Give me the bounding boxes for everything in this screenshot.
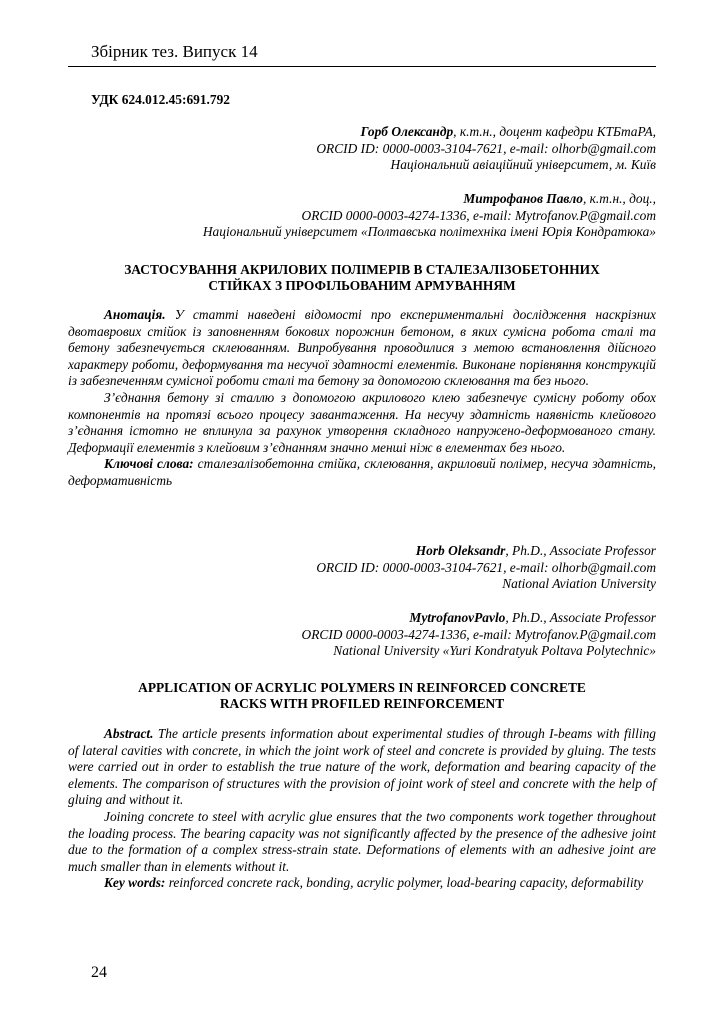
keywords-ua-label: Ключові слова: <box>104 456 194 472</box>
udk-code: УДК 624.012.45:691.792 <box>91 92 230 107</box>
abstract-en-p1-text: The article presents information about experimental studies of through I-beams with filling of lateral cavities with concrete, in which the joint work of steel and concrete is provided by gluing. The tests were carried out in order to establish the true nature of the work, deformation and bearing capacity of the elements. The comparison of structures with the provision of joint work of steel and concrete with the help of gluing and without it. <box>68 726 656 808</box>
abstract-en-p2: Joining concrete to steel with acrylic glue ensures that the two components work together throughout the loading process. The bearing capacity was not significantly affected by the presence of the adhesive joint due to the formation of a complex stress-strain state. Deformations of elements with an adhesive joint are much smaller than in elements without it. <box>68 808 656 874</box>
author-en-2-name: MytrofanovPavlo <box>409 610 506 625</box>
abstract-ua-p1-text: У статті наведені відомості про експериментальні дослідження наскрізних двотаврових стійок із заповненням бокових порожнин бетоном, в яких сумісна робота сталі та бетону забезпечується склеюванням. Випробування проводилися з метою встановлення дійсного характеру роботи, деформування та несучої здатності елементів. Виконане порівняння конструкцій із забезпеченням сумісної роботи сталі та бетону за допомогою склеювання та без нього. <box>68 307 656 389</box>
title-en-line2: RACKS WITH PROFILED REINFORCEMENT <box>219 696 505 711</box>
author-en-2-line1 <box>68 610 656 627</box>
keywords-ua <box>68 456 656 489</box>
title-ua-line1: ЗАСТОСУВАННЯ АКРИЛОВИХ ПОЛІМЕРІВ В СТАЛЕЗАЛІЗОБЕТОННИХ <box>124 262 600 277</box>
author-en-1-title: , Ph.D., Associate Professor <box>505 543 656 558</box>
abstract-en <box>68 726 656 892</box>
keywords-en-text: reinforced concrete rack, bonding, acrylic polymer, load-bearing capacity, deformability <box>165 875 644 891</box>
abstract-ua-p1 <box>68 307 656 390</box>
abstract-ua <box>68 307 656 490</box>
author-ua-1-line1 <box>68 124 656 141</box>
abstract-ua-p2: З’єднання бетону зі сталлю з допомогою акрилового клею забезпечує сумісну роботу обох компонентів на протязі всього процесу завантаження. На несучу здатність наявність клейового з’єднання істотно не вплинула за рахунок утворення складного напружено-деформованого стану. Деформації елементів з клейовим з’єднанням значно менші ніж в елементах без нього. <box>68 389 656 455</box>
author-ua-2-name: Митрофанов Павло <box>463 191 583 206</box>
author-ua-1 <box>68 124 656 174</box>
author-ua-1-orcid: ORCID ID: 0000-0003-3104-7621, e-mail: olhorb@gmail.com <box>316 140 656 156</box>
keywords-en-label: Key words: <box>104 875 166 891</box>
author-en-2-title: , Ph.D., Associate Professor <box>505 610 656 625</box>
author-en-1-name: Horb Oleksandr <box>415 543 506 558</box>
title-ua-line2: СТІЙКАХ З ПРОФІЛЬОВАНИМ АРМУВАННЯМ <box>208 278 516 293</box>
author-en-1-affiliation: National Aviation University <box>502 576 656 592</box>
title-ua <box>68 262 656 294</box>
author-ua-2-orcid: ORCID 0000-0003-4274-1336, e-mail: Mytrofanov.P@gmail.com <box>301 207 656 223</box>
author-en-2 <box>68 610 656 660</box>
author-en-1-line1 <box>68 543 656 560</box>
author-en-1-orcid: ORCID ID: 0000-0003-3104-7621, e-mail: olhorb@gmail.com <box>316 559 656 575</box>
header-rule <box>68 66 656 67</box>
running-header: Збірник тез. Випуск 14 <box>91 42 258 61</box>
author-ua-1-title: , к.т.н., доцент кафедри КТБтаРА, <box>453 124 656 139</box>
abstract-en-label: Abstract. <box>104 726 154 741</box>
author-ua-2-affiliation: Національний університет «Полтавська політехніка імені Юрія Кондратюка» <box>202 224 656 240</box>
keywords-en <box>68 875 656 892</box>
author-en-1 <box>68 543 656 593</box>
author-ua-1-name: Горб Олександр <box>360 124 454 139</box>
keywords-ua-text: сталезалізобетонна стійка, склеювання, акриловий полімер, несуча здатність, деформативність <box>68 456 656 488</box>
page-number: 24 <box>91 964 107 981</box>
author-ua-2-line1 <box>68 191 656 208</box>
title-en <box>68 680 656 712</box>
abstract-ua-label: Анотація. <box>104 307 166 322</box>
author-ua-2-title: , к.т.н., доц., <box>582 191 656 206</box>
author-en-2-affiliation: National University «Yuri Kondratyuk Poltava Polytechnic» <box>333 643 656 659</box>
author-en-2-orcid: ORCID 0000-0003-4274-1336, e-mail: Mytrofanov.P@gmail.com <box>301 626 656 642</box>
title-en-line1: APPLICATION OF ACRYLIC POLYMERS IN REINFORCED CONCRETE <box>138 680 586 695</box>
author-ua-1-affiliation: Національний авіаційний університет, м. Київ <box>390 157 656 173</box>
author-ua-2 <box>68 191 656 241</box>
abstract-en-p1 <box>68 726 656 809</box>
